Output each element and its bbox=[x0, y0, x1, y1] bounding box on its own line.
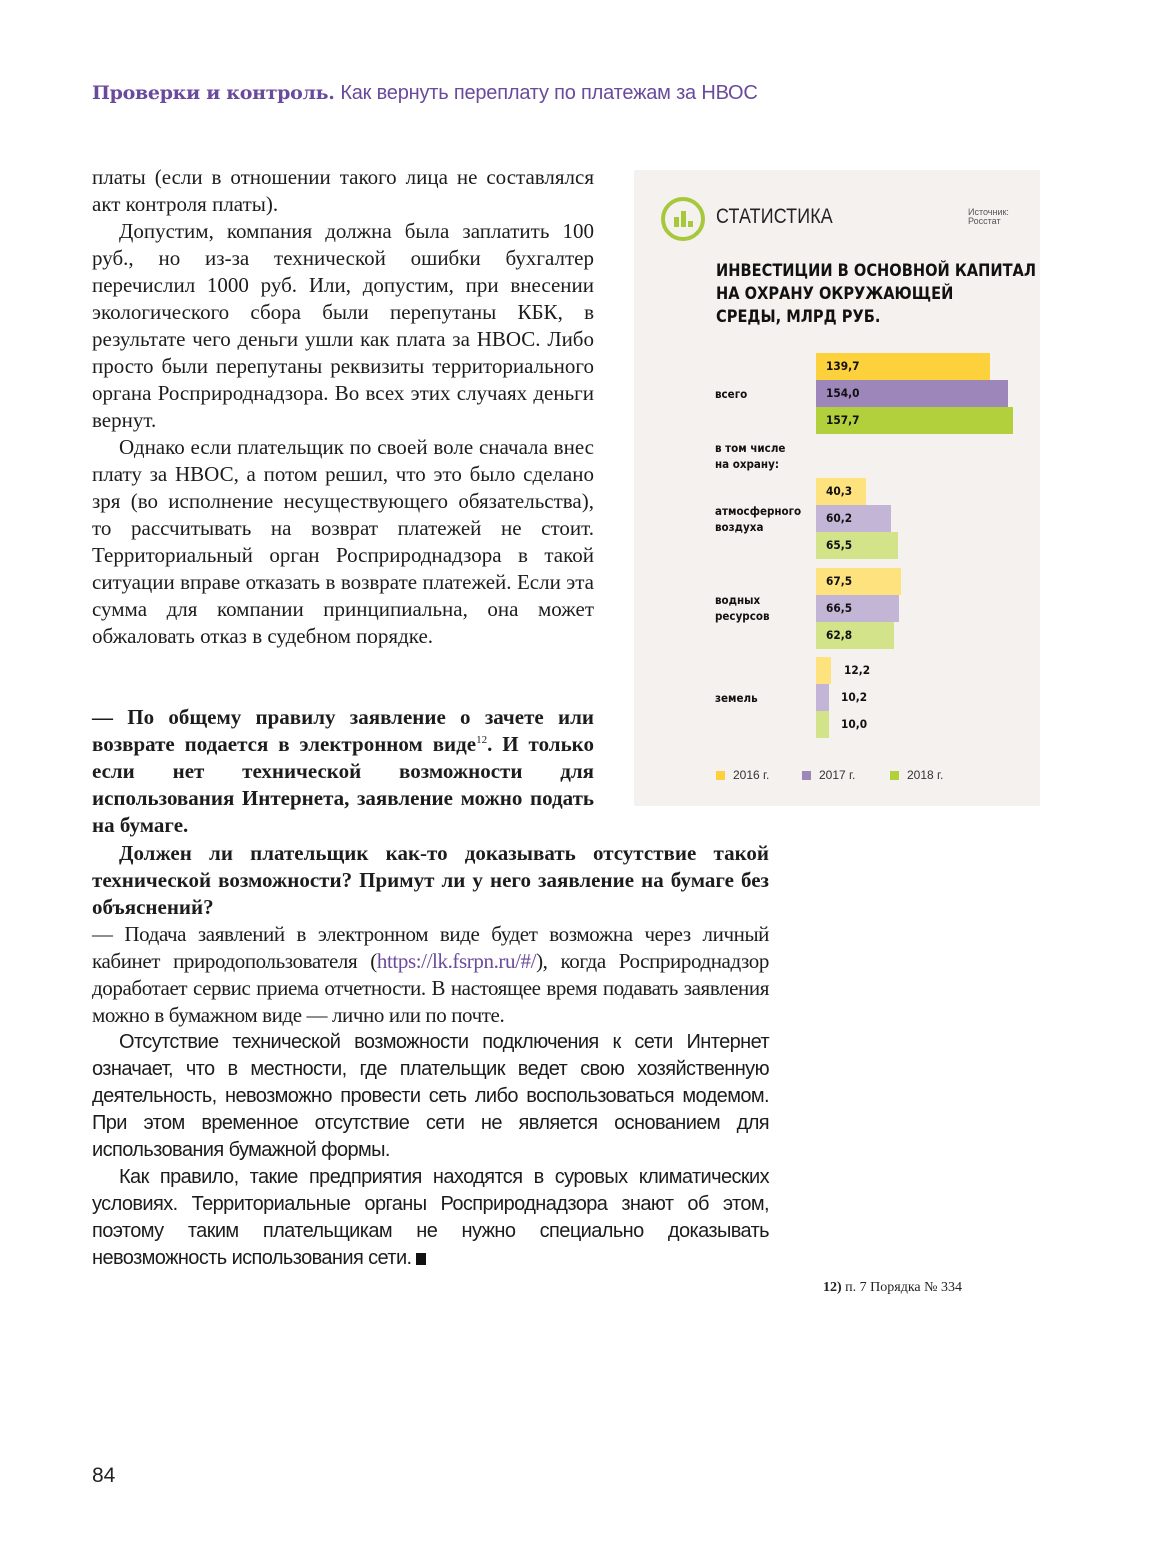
legend-swatch-icon bbox=[802, 771, 811, 780]
paragraph: Как правило, такие предприятия находятся в суровых климатических условиях. Территориальные органы Росприроднадзора знают об этом, поэтому таким плательщикам не нужно специально доказывать невозможность использования сети. bbox=[92, 1166, 769, 1269]
category-label-water: водных ресурсов bbox=[715, 593, 770, 623]
paragraph: Отсутствие технической возможности подключения к сети Интернет означает, что в местности, где плательщик ведет свою хозяйственную деятельность, невозможно провести сеть либо воспользоваться модемом. При этом временное отсутствие сети не является основанием для использования бумажной формы. bbox=[92, 1031, 769, 1161]
bold-answer-text-2: . И только если нет технической возможности для использования Интернета, заявление можно подать на бумаге. bbox=[92, 732, 595, 837]
legend-item-2017: 2017 г. bbox=[802, 768, 855, 782]
category-label-total: всего bbox=[715, 387, 748, 401]
chart-title: ИНВЕСТИЦИИ В ОСНОВНОЙ КАПИТАЛ НА ОХРАНУ ОКРУЖАЮЩЕЙ СРЕДЫ, МЛРД РУБ. bbox=[716, 261, 1037, 327]
end-of-article-mark bbox=[416, 1253, 426, 1265]
statistics-box bbox=[634, 170, 1040, 806]
answer-text-cont: ), когда Росприроднадзор доработает сервис приема отчетности. В настоящее время подавать заявления можно в бумажном виде — лично или по почте. bbox=[92, 949, 769, 1027]
bold-answer bbox=[92, 704, 594, 839]
bar-value: 12,2 bbox=[844, 663, 871, 677]
bar-value: 10,0 bbox=[841, 717, 868, 731]
footnote bbox=[823, 1280, 962, 1296]
bar-land-2017 bbox=[816, 684, 829, 711]
category-label-land: земель bbox=[715, 691, 758, 705]
breakdown-subheading: в том числе на охрану: bbox=[715, 441, 786, 471]
legend-swatch-icon bbox=[716, 771, 725, 780]
bar-land-2018 bbox=[816, 711, 829, 738]
statistics-label: СТАТИСТИКА bbox=[716, 205, 833, 228]
interview-answer bbox=[92, 921, 769, 1029]
left-column-text bbox=[92, 164, 594, 650]
article-title: Как вернуть переплату по платежам за НВОС bbox=[340, 82, 758, 104]
bar-value: 66,5 bbox=[826, 601, 853, 615]
page-number: 84 bbox=[92, 1464, 116, 1487]
category-label-air: атмосферного воздуха bbox=[715, 504, 802, 534]
interview-question: Должен ли плательщик как-то доказывать отсутствие такой технической возможности? Примут ли у него заявление на бумаге без объяснений? bbox=[92, 841, 769, 919]
running-header bbox=[92, 82, 758, 105]
wide-column-text bbox=[92, 840, 769, 1272]
data-source: Источник: Росстат bbox=[968, 207, 1009, 226]
answer-text: — Подача заявлений в электронном виде будет возможна через личный кабинет природопользователя ( bbox=[92, 922, 769, 973]
bar-value: 40,3 bbox=[826, 484, 853, 498]
paragraph: платы (если в отношении такого лица не составлялся акт контроля платы). bbox=[92, 165, 594, 216]
bar-value: 62,8 bbox=[826, 628, 853, 642]
bar-value: 157,7 bbox=[826, 413, 860, 427]
bar-value: 67,5 bbox=[826, 574, 853, 588]
cabinet-link[interactable]: https://lk.fsrpn.ru/#/ bbox=[376, 949, 537, 973]
bar-value: 10,2 bbox=[841, 690, 868, 704]
bar-value: 139,7 bbox=[826, 359, 860, 373]
paragraph: Допустим, компания должна была заплатить 100 руб., но из-за технической ошибки бухгалтер перечислил 1000 руб. Или, допустим, при внесении экологического сбора были перепутаны КБК, в результате чего деньги ушли как плата за НВОС. Либо просто были перепутаны реквизиты территориального органа Росприроднадзора. Во всех этих случаях деньги вернут. bbox=[92, 219, 594, 432]
bar-value: 65,5 bbox=[826, 538, 853, 552]
bar-chart-circle-icon bbox=[661, 197, 705, 241]
footnote-text: п. 7 Порядка № 334 bbox=[845, 1280, 962, 1295]
paragraph: Однако если плательщик по своей воле сначала внес плату за НВОС, а потом решил, что это было сделано зря (во исполнение несуществующего обязательства), то рассчитывать на возврат платежей не стоит. Территориальный орган Росприроднадзора в такой ситуации вправе отказать в возврате платежей. Если эта сумма для компании принципиальна, она может обжаловать отказ в судебном порядке. bbox=[92, 435, 594, 648]
bar-value: 154,0 bbox=[826, 386, 860, 400]
legend-swatch-icon bbox=[890, 771, 899, 780]
footnote-ref[interactable]: 12 bbox=[476, 734, 488, 746]
bar-value: 60,2 bbox=[826, 511, 853, 525]
bar-land-2016 bbox=[816, 657, 831, 684]
footnote-number: 12) bbox=[823, 1280, 842, 1295]
section-name: Проверки и контроль. bbox=[92, 82, 335, 104]
legend-item-2018: 2018 г. bbox=[890, 768, 943, 782]
bold-answer-text-1: — По общему правилу заявление о зачете или возврате подается в электронном виде bbox=[92, 705, 594, 756]
legend-item-2016: 2016 г. bbox=[716, 768, 769, 782]
